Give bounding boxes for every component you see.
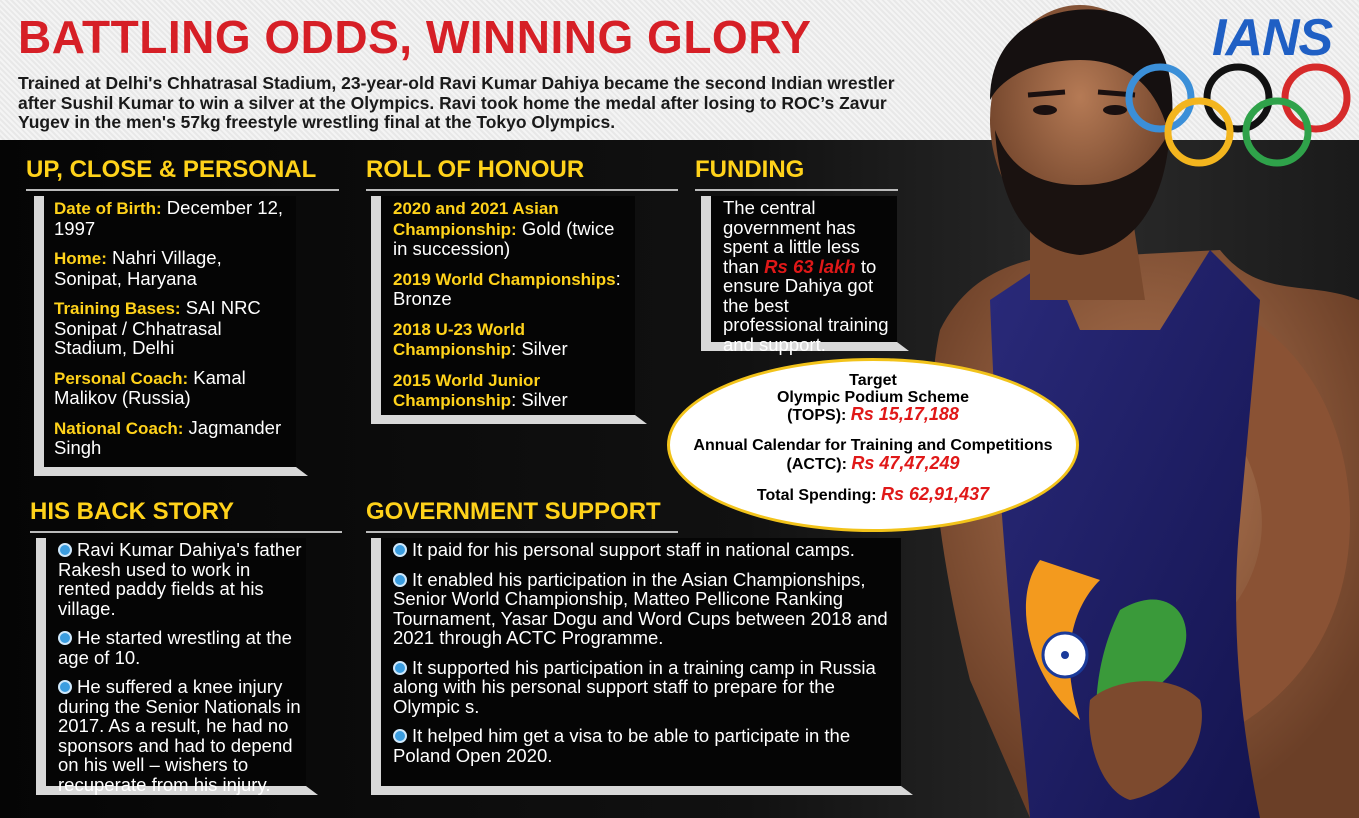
personal-item: Training Bases: SAI NRC Sonipat / Chhatrasal Stadium, Delhi [54, 297, 261, 358]
tops-amount: Rs 15,17,188 [850, 404, 959, 424]
honour-item: 2019 World Championships: Bronze [393, 267, 621, 309]
personal-item: National Coach: Jagmander Singh [54, 416, 282, 458]
funding-text: The central government has spent a little less than Rs 63 lakh to ensure Dahiya got the best professional training and support. [723, 197, 889, 355]
honour-item: 2018 U-23 World Championship: Silver [393, 319, 568, 359]
honour-title: ROLL OF HONOUR [366, 156, 678, 191]
backstory-item: He suffered a knee injury during the Senior Nationals in 2017. As a result, he had no sponsors and had to depend on his well – wishers to recuperate from his injury. [58, 676, 301, 795]
personal-item: Home: Nahri Village, Sonipat, Haryana [54, 247, 222, 289]
personal-title: UP, CLOSE & PERSONAL [26, 156, 339, 191]
tops-amount-line: (TOPS): Rs 15,17,188 [787, 404, 959, 424]
funding-amount: Rs 63 lakh [764, 255, 856, 277]
funding-title: FUNDING [695, 156, 898, 191]
total-spending-line: Total Spending: Rs 62,91,437 [756, 484, 990, 504]
actc-amount: Rs 47,47,249 [851, 453, 960, 473]
personal-item: Personal Coach: Kamal Malikov (Russia) [54, 366, 246, 408]
page-title: BATTLING ODDS, WINNING GLORY [18, 11, 812, 63]
backstory-panel [36, 538, 306, 795]
govt-item: It helped him get a visa to be able to participate in the Poland Open 2020. [393, 725, 851, 766]
govt-item: It supported his participation in a training camp in Russia along with his personal support staff to prepare for the Olympic s. [393, 656, 876, 717]
govt-title: GOVERNMENT SUPPORT [366, 498, 678, 533]
actc-label: Annual Calendar for Training and Competitions [693, 437, 1053, 454]
bullet-icon [393, 573, 407, 587]
actc-amount-line: (ACTC): Rs 47,47,249 [786, 453, 960, 473]
honour-panel [371, 196, 635, 424]
bullet-icon [393, 543, 407, 557]
olympic-rings-icon [1120, 60, 1355, 175]
bullet-icon [393, 661, 407, 675]
govt-item: It enabled his participation in the Asian Championships, Senior World Championship, Matteo Pellicone Ranking Tournament, Yasar Dogu and Word Cups between 2018 and 2021 through ACTC Programme. [393, 568, 888, 648]
personal-item: Date of Birth: December 12, 1997 [54, 197, 284, 239]
tops-scheme-label: Olympic Podium Scheme [776, 389, 970, 406]
total-spending-amount: Rs 62,91,437 [881, 484, 990, 504]
tops-target-label: Target [849, 372, 897, 389]
intro-text: Trained at Delhi's Chhatrasal Stadium, 23-year-old Ravi Kumar Dahiya became the second Indian wrestler after Sushil Kumar to win a silver at the Olympics. Ravi took home the medal after losing to ROC’s Zavur Yugev in the men's 57kg freestyle wrestling final at the Tokyo Olympics. [18, 73, 895, 132]
honour-item: 2015 World Junior Championship: Silver [393, 370, 568, 410]
personal-panel [34, 196, 296, 476]
bullet-icon [58, 543, 72, 557]
backstory-title: HIS BACK STORY [30, 498, 342, 533]
tops-summary [667, 358, 1079, 532]
ians-logo: IANS [1212, 9, 1333, 67]
govt-item: It paid for his personal support staff in national camps. [393, 540, 897, 560]
honour-item: 2020 and 2021 Asian Championship: Gold (twice in succession) [393, 199, 615, 259]
bullet-icon [58, 680, 72, 694]
backstory-item: He started wrestling at the age of 10. [58, 627, 292, 668]
backstory-item: Ravi Kumar Dahiya's father Rakesh used to work in rented paddy fields at his village. [58, 539, 302, 619]
bullet-icon [58, 631, 72, 645]
govt-panel [371, 538, 901, 795]
bullet-icon [393, 729, 407, 743]
funding-panel [701, 196, 897, 355]
